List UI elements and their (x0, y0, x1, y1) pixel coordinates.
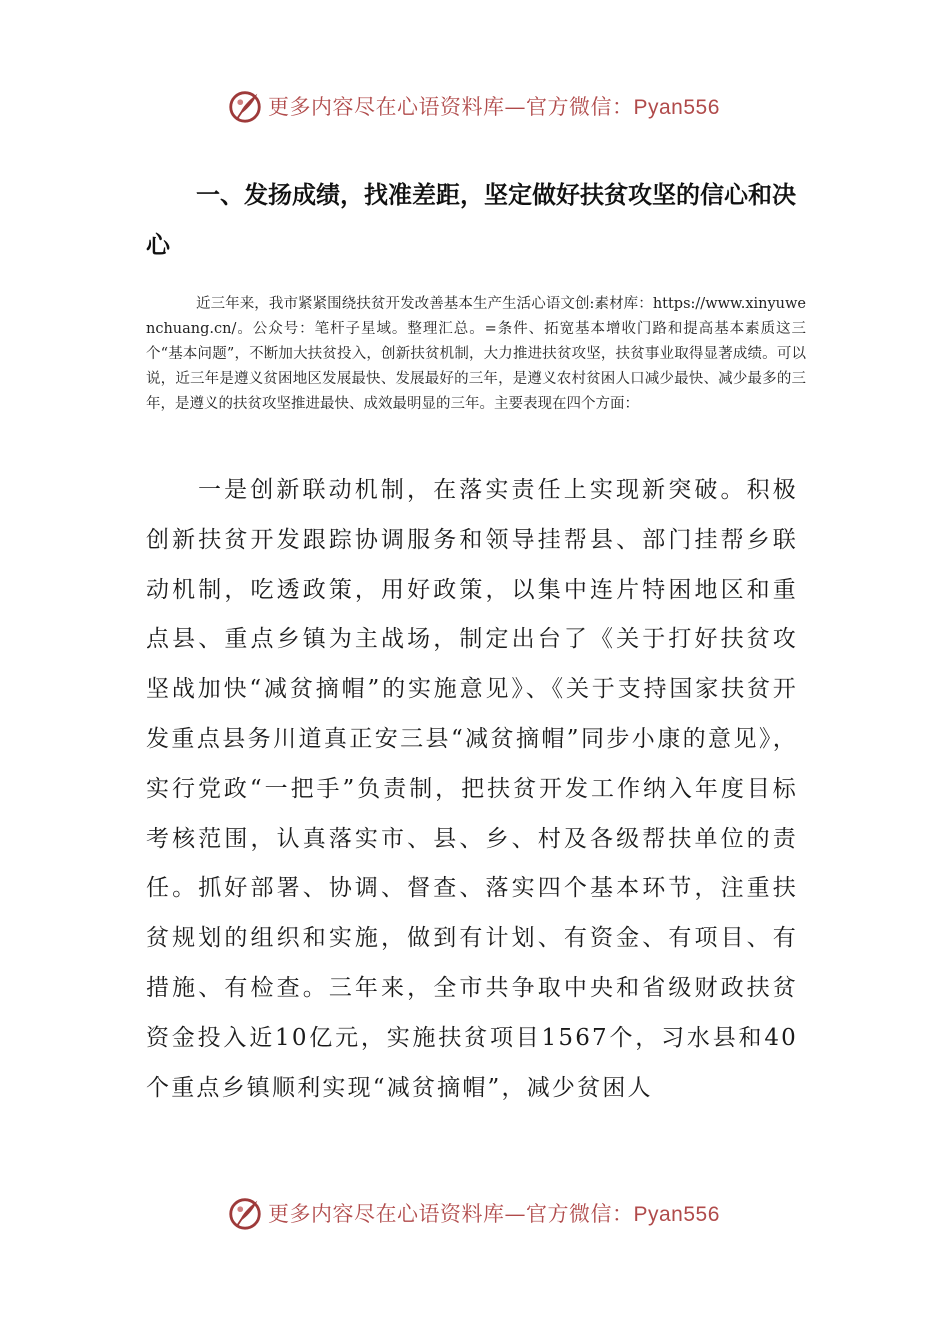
wechat-id: Pyan556 (633, 96, 720, 119)
section-heading: 一、发扬成绩，找准差距，坚定做好扶贫攻坚的信心和决心 (146, 181, 796, 259)
body-paragraph: 一是创新联动机制，在落实责任上实现新突破。积极创新扶贫开发跟踪协调服务和领导挂帮县、部门挂帮乡联动机制，吃透政策，用好政策，以集中连片特困地区和重点县、重点乡镇为主战场，制定出台了《关于打好扶贫攻坚战加快“减贫摘帽”的实施意见》、《关于支持国家扶贫开发重点县务川道真正安三县“减贫摘帽”同步小康的意见》，实行党政“一把手”负责制，把扶贫开发工作纳入年度目标考核范围，认真落实市、县、乡、村及各级帮扶单位的责任。抓好部署、协调、督查、落实四个基本环节，注重扶贫规划的组织和实施，做到有计划、有资金、有项目、有措施、有检查。三年来，全市共争取中央和省级财政扶贫资金投入近10亿元，实施扶贫项目1567个，习水县和40个重点乡镇顺利实现“减贫摘帽”，减少贫困人 (146, 477, 798, 1101)
quill-logo-icon (226, 1194, 264, 1232)
quill-logo-icon (226, 87, 264, 125)
wechat-id: Pyan556 (633, 1203, 720, 1226)
banner-text: 更多内容尽在心语资料库—官方微信：Pyan556 (268, 1202, 720, 1226)
header-banner (226, 86, 720, 126)
banner-text: 更多内容尽在心语资料库—官方微信：Pyan556 (268, 95, 720, 119)
intro-paragraph: 近三年来，我市紧紧围绕扶贫开发改善基本生产生活心语文创:素材库：https://www.xinyuwenchuang.cn/。公众号：笔杆子星域。整理汇总。=条件、拓宽基本增收门路和提高基本素质这三个“基本问题”，不断加大扶贫投入，创新扶贫机制，大力推进扶贫攻坚，扶贫事业取得显著成绩。可以说，近三年是遵义贫困地区发展最快、发展最好的三年，是遵义农村贫困人口减少最快、减少最多的三年，是遵义的扶贫攻坚推进最快、成效最明显的三年。主要表现在四个方面： (146, 296, 806, 412)
footer-banner (226, 1193, 720, 1233)
